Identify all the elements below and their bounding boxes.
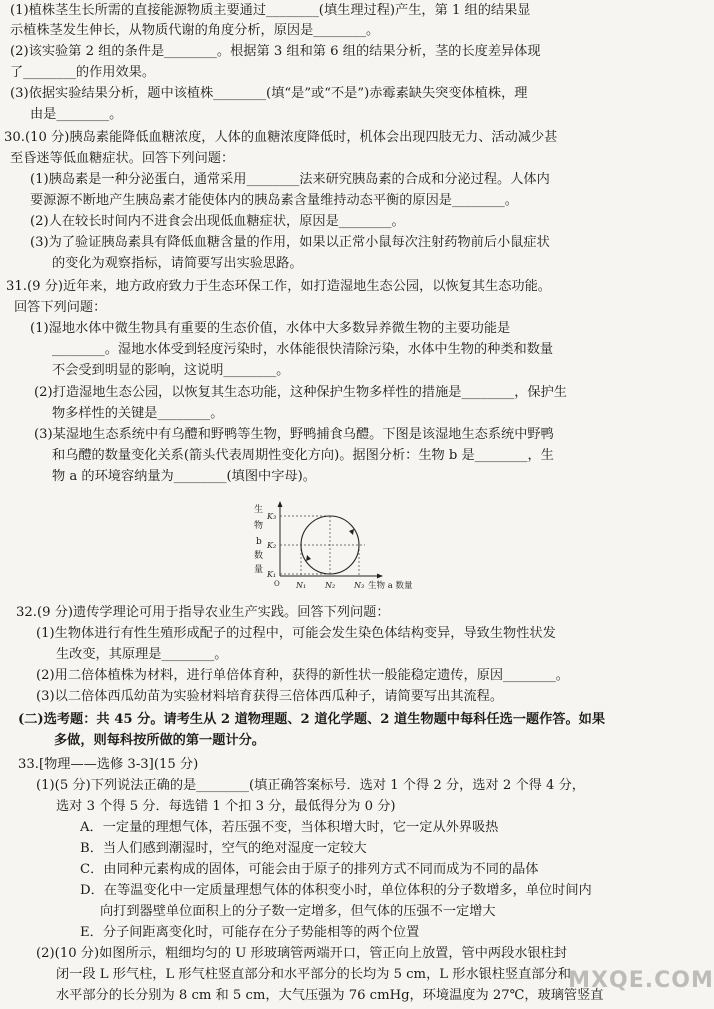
q30-line-6: (3)为了验证胰岛素具有降低血糖含量的作用，如果以正常小鼠每次注射药物前后小鼠症状 (30, 235, 550, 250)
tick-k3: K₃ (267, 512, 277, 521)
origin-label: O (274, 580, 280, 588)
q32-line-3: 生改变，其原理是________。 (56, 647, 228, 662)
ylabel-char-3: b (256, 537, 262, 547)
q29-line-6: 由是________。 (30, 107, 123, 122)
guide-lines (280, 516, 365, 576)
q29-line-5: (3)依据实验结果分析，题中该植株________(填“是”或“不是”)赤霉素缺失突变体植株，理 (10, 86, 528, 101)
q30-line-7: 的变化为观察指标，请简要写出实验思路。 (52, 256, 303, 271)
population-cycle-figure (250, 500, 450, 596)
q33-option-c: C．由同种元素构成的固体，可能会由于原子的排列方式不同而成为不同的晶体 (80, 862, 539, 877)
watermark-logo (568, 957, 714, 1003)
q33-option-d-line-2: 向打到器壁单位面积上的分子数一定增多，但气体的压强不一定增大 (100, 904, 496, 919)
section2-line-2: 多做，则每科按所做的第一题计分。 (54, 733, 265, 748)
tick-k1: K₁ (267, 570, 277, 579)
q33-part2-line-2: 闭一段 L 形气柱，L 形气柱竖直部分和水平部分的长均为 5 cm，L 形水银柱竖直部分和 (56, 967, 571, 982)
section2-line-1: (二)选考题：共 45 分。请考生从 2 道物理题、2 道化学题、2 道生物题中每科任选一题作答。如果 (18, 712, 606, 727)
x-axis-label: 生物 a 数量 (368, 581, 413, 591)
q31-line-3: (1)湿地水体中微生物具有重要的生态价值，水体中大多数异养微生物的主要功能是 (30, 321, 511, 336)
q31-line-4: ________。湿地水体受到轻度污染时，水体能很快清除污染，水体中生物的种类和数量 (52, 342, 554, 357)
q33-title: 33.[物理——选修 3-3](15 分) (18, 757, 199, 772)
tick-n2: N₂ (325, 581, 336, 590)
q31-line-9: 和乌醴的数量变化关系(箭头代表周期性变化方向)。据图分析：生物 b 是________，生 (52, 448, 554, 463)
q33-option-b: B．当人们感到潮湿时，空气的绝对湿度一定较大 (80, 841, 367, 856)
q31-line-8: (3)某湿地生态系统中有乌醴和野鸭等生物，野鸭捕食乌醴。下图是该湿地生态系统中野鸭 (34, 427, 554, 442)
q33-option-a: A．一定量的理想气体，若压强不变，当体积增大时，它一定从外界吸热 (80, 820, 499, 835)
q30-line-1: 30.(10 分)胰岛素能降低血糖浓度，人体的血糖浓度降低时，机体会出现四肢无力、活动减少甚 (4, 130, 558, 145)
y-axis-label (254, 503, 263, 575)
q30-line-5: (2)人在较长时间内不进食会出现低血糖症状，原因是________。 (30, 214, 405, 229)
q31-line-7: 物多样性的关键是________。 (52, 406, 224, 421)
ylabel-char-4: 数 (254, 551, 264, 561)
q29-line-2: 示植株茎发生伸长，从物质代谢的角度分析，原因是________。 (10, 23, 380, 38)
cycle-arrow-1 (349, 529, 354, 535)
ylabel-char-2: 物 (254, 521, 264, 531)
q33-part1-line-2: 选对 3 个得 5 分．每选错 1 个扣 3 分，最低得分为 0 分) (56, 799, 396, 814)
q33-part2-line-3: 水平部分的长分别为 8 cm 和 5 cm，大气压强为 76 cmHg，环境温度为 27℃，玻璃管竖直 (56, 988, 604, 1003)
q31-line-6: (2)打造湿地生态公园，以恢复其生态功能，这种保护生物多样性的措施是________，保护生 (34, 385, 567, 400)
q30-line-2: 至昏迷等低血糖症状。回答下列问题： (10, 151, 235, 166)
tick-k2: K₂ (267, 541, 277, 550)
q31-line-5: 不会受到明显的影响，这说明________。 (52, 363, 290, 378)
q33-part2-line-1: (2)(10 分)如图所示，粗细均匀的 U 形玻璃管两端开口，管正向上放置，管中两段水银柱封 (36, 946, 567, 961)
cycle-arrow-2 (306, 555, 311, 561)
q32-line-1: 32.(9 分)遗传学理论可用于指导农业生产实践。回答下列问题： (16, 605, 390, 620)
q33-part1-line-1: (1)(5 分)下列说法正确的是________(填正确答案标号．选对 1 个得 2 分，选对 2 个得 4 分， (36, 778, 585, 793)
q29-line-1: (1)植株茎生长所需的直接能源物质主要通过________(填生理过程)产生，第 1 组的结果显 (10, 3, 531, 18)
ylabel-char-1: 生 (254, 505, 264, 515)
q33-option-e: E．分子间距离变化时，可能存在分子势能相等的两个位置 (80, 925, 420, 940)
q32-line-4: (2)用二倍体植株为材料，进行单倍体育种，获得的新性状一般能稳定遗传，原因________。 (36, 668, 569, 683)
q31-line-1: 31.(9 分)近年来，地方政府致力于生态环保工作，如打造湿地生态公园，以恢复其生态功能。 (6, 279, 551, 294)
y-axis-arrow (278, 501, 283, 507)
tick-n1: N₁ (296, 581, 307, 590)
q32-line-5: (3)以二倍体西瓜幼苗为实验材料培育获得三倍体西瓜种子，请简要写出其流程。 (36, 689, 504, 704)
q30-line-4: 要源源不断地产生胰岛素才能使体内的胰岛素含量维持动态平衡的原因是________。 (30, 193, 518, 208)
tick-n3: N₃ (354, 581, 365, 590)
q29-line-4: 了________的作用效果。 (10, 65, 156, 80)
q33-option-d-line-1: D．在等温变化中一定质量理想气体的体积变小时，单位体积的分子数增多，单位时间内 (80, 883, 592, 898)
q30-line-3: (1)胰岛素是一种分泌蛋白，通常采用________法来研究胰岛素的合成和分泌过程。人体内 (30, 172, 550, 187)
watermark-text: MXQE.COM (568, 967, 714, 993)
x-axis-arrow (377, 574, 383, 579)
ylabel-char-5: 量 (254, 565, 264, 575)
q31-line-10: 物 a 的环境容纳量为________(填图中字母)。 (52, 469, 316, 484)
q32-line-2: (1)生物体进行有性生殖形成配子的过程中，可能会发生染色体结构变异，导致生物性状发 (36, 626, 556, 641)
q31-line-2: 回答下列问题： (14, 300, 107, 315)
q29-line-3: (2)该实验第 2 组的条件是________。根据第 3 组和第 6 组的结果分析，茎的长度差异体现 (10, 44, 541, 59)
